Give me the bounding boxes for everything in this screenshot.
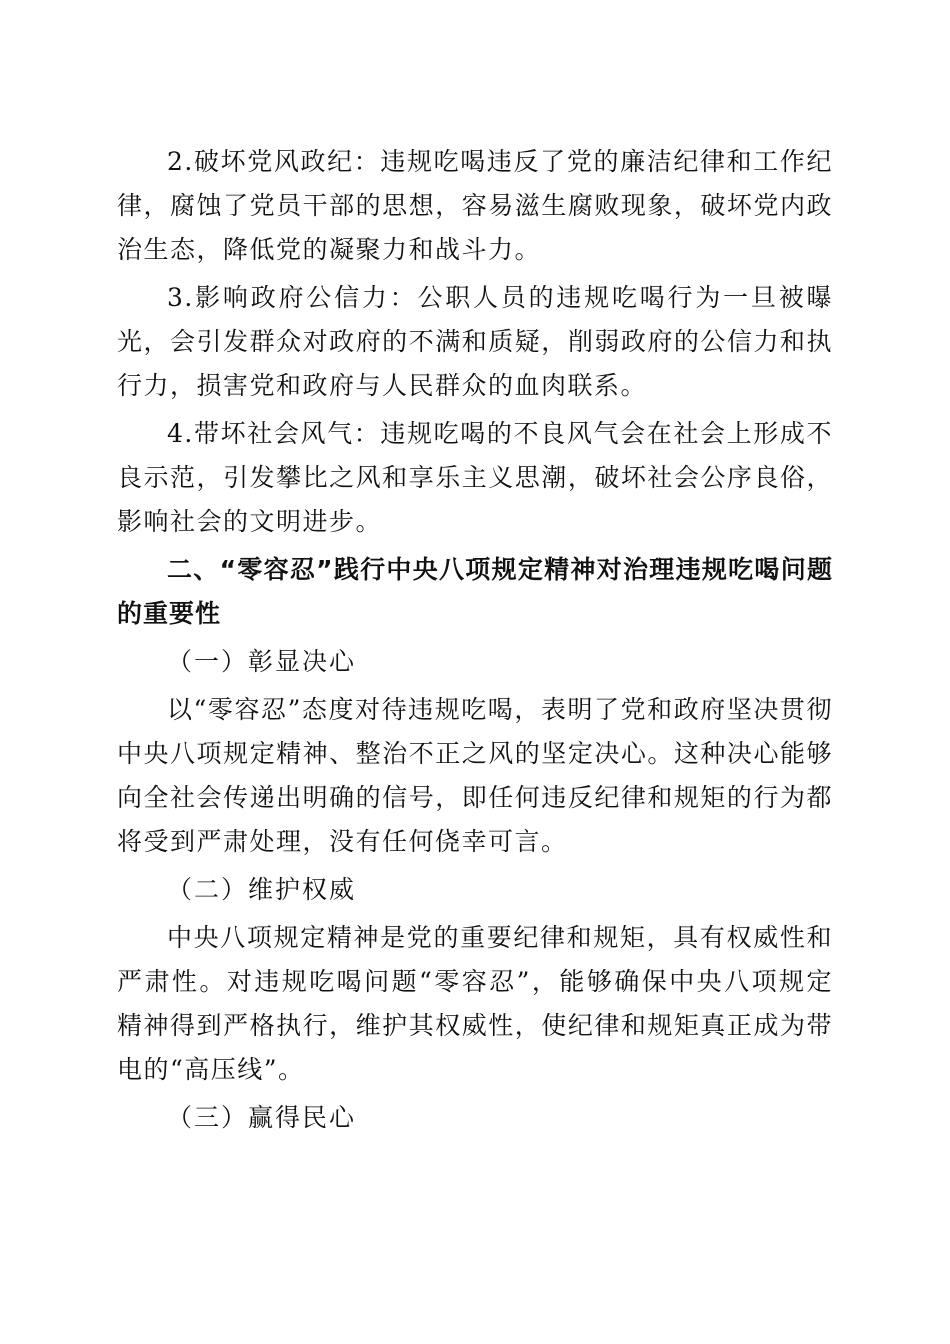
paragraph-government-credibility: 3.影响政府公信力：公职人员的违规吃喝行为一旦被曝光，会引发群众对政府的不满和质疑，削弱政府的公信力和执行力，损害党和政府与人民群众的血肉联系。: [117, 283, 833, 400]
section-heading-2: 二、“零容忍”践行中央八项规定精神对治理违规吃喝问题的重要性: [117, 555, 833, 628]
subheading-public-support: （三）赢得民心: [167, 1103, 357, 1132]
paragraph-determination: 以“零容忍”态度对待违规吃喝，表明了党和政府坚决贯彻中央八项规定精神、整治不正之风的坚定决心。这种决心能够向全社会传递出明确的信号，即任何违反纪律和规矩的行为都将受到严肃处理，没有任何侥幸可言。: [117, 695, 833, 856]
subheading-authority: （二）维护权威: [167, 875, 357, 904]
paragraph-social-atmosphere: 4.带坏社会风气：违规吃喝的不良风气会在社会上形成不良示范，引发攀比之风和享乐主义思潮，破坏社会公序良俗，影响社会的文明进步。: [117, 419, 833, 536]
paragraph-authority: 中央八项规定精神是党的重要纪律和规矩，具有权威性和严肃性。对违规吃喝问题“零容忍”，能够确保中央八项规定精神得到严格执行，维护其权威性，使纪律和规矩真正成为带电的“高压线”。: [117, 923, 833, 1084]
document-page: [117, 140, 833, 1144]
subheading-determination: （一）彰显决心: [167, 647, 357, 676]
paragraph-party-style: 2.破坏党风政纪：违规吃喝违反了党的廉洁纪律和工作纪律，腐蚀了党员干部的思想，容易滋生腐败现象，破坏党内政治生态，降低党的凝聚力和战斗力。: [117, 147, 833, 264]
